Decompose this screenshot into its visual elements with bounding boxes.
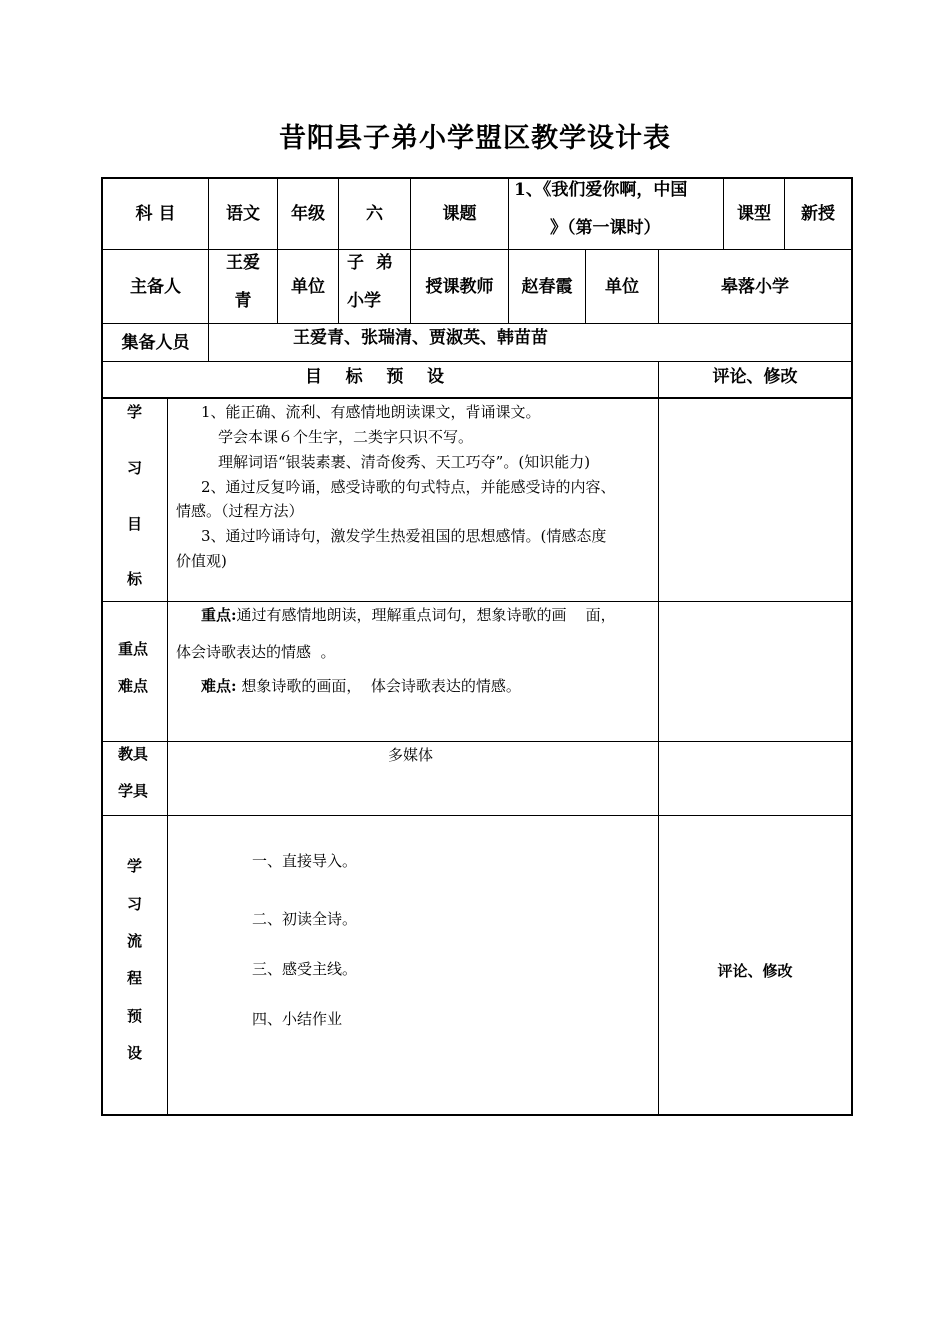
process-comments: 评论、修改 (717, 962, 793, 980)
unit-value-line2: 小学 (347, 291, 381, 311)
teacher-label: 授课教师 (425, 276, 494, 297)
goals-side-char: 目 (127, 515, 143, 533)
comments-header: 评论、修改 (712, 367, 798, 387)
hard-point (201, 674, 521, 699)
hard-label: 难点: (201, 677, 237, 695)
unit2-value: 皋落小学 (721, 276, 789, 297)
goals-header: 目 标 预 设 (305, 367, 445, 387)
topic-value-line1: 1、《我们爱你啊，中国 (514, 180, 688, 200)
keypoints-side-line1: 重点 (118, 640, 149, 658)
teacher-value: 赵春霞 (521, 276, 573, 297)
process-side-char: 设 (127, 1044, 143, 1062)
goal-line: 3、通过吟诵诗句，激发学生热爱祖国的思想感情。(情感态度 (201, 527, 607, 545)
goal-line: 理解词语“银装素裹、清奇俊秀、天工巧夺”。(知识能力) (218, 453, 591, 471)
process-side-char: 流 (127, 932, 143, 950)
key-text-2: 体会诗歌表达的情感 。 (176, 643, 336, 661)
process-step: 二、初读全诗。 (252, 910, 358, 928)
goal-line: 2、通过反复吟诵，感受诗歌的句式特点，并能感受诗的内容、 (201, 478, 616, 496)
goal-line: 价值观) (176, 552, 227, 570)
goal-line: 1、能正确、流利、有感情地朗读课文，背诵课文。 (201, 403, 541, 421)
tools-side-line1: 教具 (118, 745, 149, 763)
process-step: 一、直接导入。 (252, 852, 358, 870)
key-text: 通过有感情地朗读，理解重点词句，想象诗歌的画 面， (236, 606, 616, 624)
grade-value: 六 (366, 204, 383, 224)
topic-value-line2: 》（第一课时） (550, 218, 661, 238)
group-label: 集备人员 (121, 332, 190, 353)
process-side-char: 学 (127, 857, 143, 875)
goal-line: 情感。（过程方法） (176, 502, 304, 520)
goals-side-char: 标 (127, 570, 143, 588)
tools-side-line2: 学具 (118, 782, 149, 800)
process-side-char: 程 (127, 969, 143, 987)
tools-value: 多媒体 (388, 746, 434, 764)
unit2-label: 单位 (605, 276, 639, 297)
goals-side-char: 学 (127, 403, 143, 421)
subject-value: 语文 (226, 204, 260, 224)
goals-side-char: 习 (127, 459, 143, 477)
preparer-value-line1: 王爱 (226, 253, 260, 273)
unit-value-line1: 子 弟 (347, 253, 393, 273)
preparer-value-line2: 青 (234, 291, 252, 311)
goal-line: 学会本课６个生字，二类字只识不写。 (218, 428, 474, 446)
keypoints-side-line2: 难点 (118, 677, 149, 695)
topic-label: 课题 (442, 204, 477, 224)
process-side-char: 习 (127, 895, 143, 913)
hard-text: 想象诗歌的画面， 体会诗歌表达的情感。 (241, 677, 521, 695)
key-label: 重点: (201, 606, 237, 624)
process-side-char: 预 (127, 1007, 143, 1025)
subject-label: 科 目 (135, 204, 176, 224)
key-point (201, 603, 616, 628)
grade-label: 年级 (291, 204, 325, 224)
unit-label: 单位 (291, 276, 325, 297)
type-label: 课型 (737, 204, 771, 224)
group-value: 王爱青、张瑞清、贾淑英、韩苗苗 (293, 328, 548, 348)
process-step: 三、感受主线。 (252, 960, 358, 978)
process-step: 四、小结作业 (252, 1010, 343, 1028)
page-title: 昔阳县子弟小学盟区教学设计表 (279, 123, 671, 154)
preparer-label: 主备人 (130, 276, 181, 297)
type-value: 新授 (801, 204, 835, 224)
